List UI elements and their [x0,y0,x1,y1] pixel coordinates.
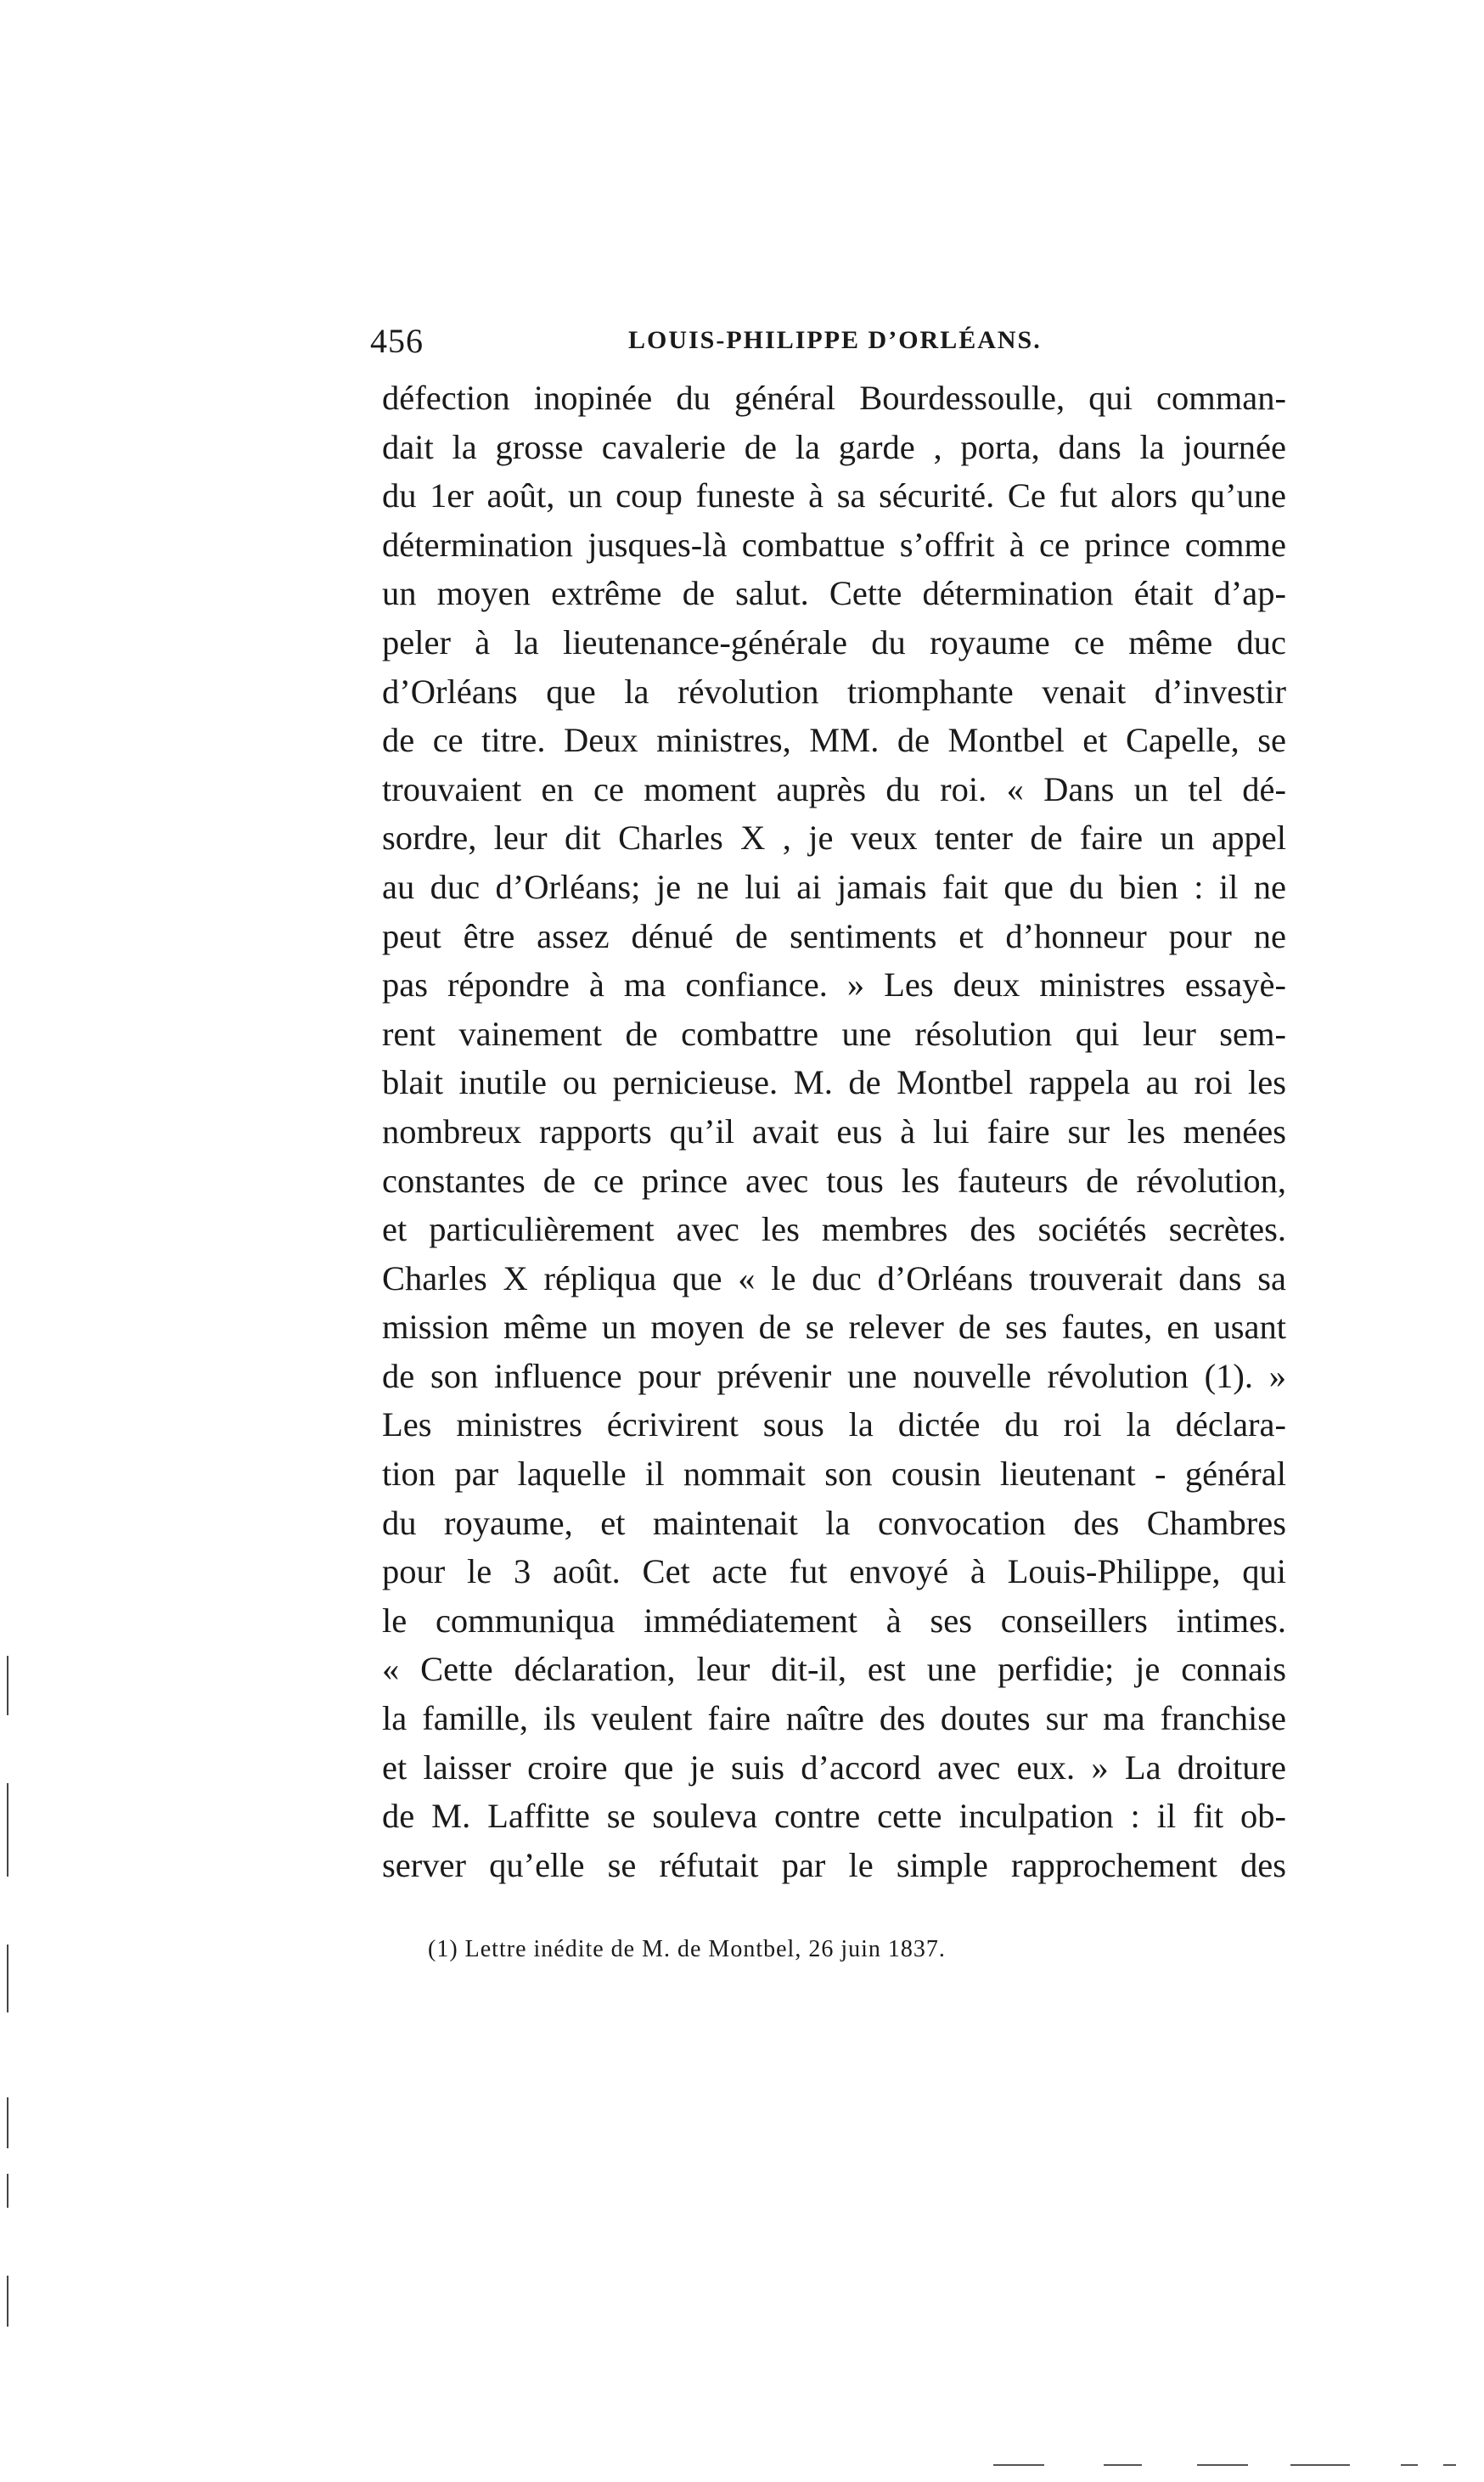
footnote: (1) Lettre inédite de M. de Montbel, 26 juin 1837. [428,1936,946,1962]
text-line: pas répondre à ma confiance. » Les deux ministres essayè- [382,965,1286,1005]
scan-mark [7,2097,8,2148]
scan-mark [7,2174,8,2208]
text-line: trouvaient en ce moment auprès du roi. « Dans un tel dé- [382,769,1286,808]
scan-mark [1104,2464,1142,2466]
text-line: du 1er août, un coup funeste à sa sécurité. Ce fut alors qu’une [382,476,1286,515]
text-line: la famille, ils veulent faire naître des doutes sur ma franchise [382,1699,1286,1738]
running-head [370,321,1304,365]
page-number: 456 [370,322,424,360]
scan-mark [7,1656,8,1715]
text-line: de ce titre. Deux ministres, MM. de Montbel et Capelle, se [382,721,1286,760]
text-line: tion par laquelle il nommait son cousin lieutenant - général [382,1455,1286,1494]
scan-mark [1290,2464,1350,2466]
text-line: constantes de ce prince avec tous les fauteurs de révolution, [382,1161,1286,1200]
text-line: rent vainement de combattre une résolution qui leur sem- [382,1014,1286,1053]
scan-mark [7,2276,8,2327]
text-line: server qu’elle se réfutait par le simple rapprochement des [382,1845,1286,1884]
running-title: LOUIS-PHILIPPE D’ORLÉANS. [628,326,1042,354]
scan-mark [993,2464,1044,2466]
scan-mark [7,1783,8,1877]
scan-mark [1401,2464,1418,2466]
body-text [382,374,1286,1889]
text-line: et laisser croire que je suis d’accord avec eux. » La droiture [382,1748,1286,1787]
text-line: détermination jusques-là combattue s’offrit à ce prince comme [382,525,1286,564]
text-line: le communiqua immédiatement à ses conseillers intimes. [382,1601,1286,1640]
text-line: peut être assez dénué de sentiments et d’honneur pour ne [382,916,1286,955]
text-line: d’Orléans que la révolution triomphante venait d’investir [382,672,1286,711]
text-line: Les ministres écrivirent sous la dictée du roi la déclara- [382,1405,1286,1444]
text-line: au duc d’Orléans; je ne lui ai jamais fait que du bien : il ne [382,867,1286,906]
text-line: du royaume, et maintenait la convocation des Chambres [382,1503,1286,1542]
text-line: un moyen extrême de salut. Cette détermination était d’ap- [382,574,1286,613]
text-line: nombreux rapports qu’il avait eus à lui faire sur les menées [382,1112,1286,1151]
text-line: peler à la lieutenance-générale du royaume ce même duc [382,622,1286,661]
text-line: Charles X répliqua que « le duc d’Orléans trouverait dans sa [382,1258,1286,1297]
text-line: défection inopinée du général Bourdessoulle, qui comman- [382,379,1286,417]
text-line: blait inutile ou pernicieuse. M. de Montbel rappela au roi les [382,1063,1286,1102]
text-line: et particulièrement avec les membres des sociétés secrètes. [382,1210,1286,1249]
text-line: mission même un moyen de se relever de ses fautes, en usant [382,1308,1286,1347]
text-line: de son influence pour prévenir une nouvelle révolution (1). » [382,1356,1286,1395]
scan-mark [7,1945,8,2012]
scan-mark [1443,2464,1456,2466]
scan-mark [1197,2464,1248,2466]
text-line: pour le 3 août. Cet acte fut envoyé à Louis-Philippe, qui [382,1552,1286,1591]
text-line: « Cette déclaration, leur dit-il, est une perfidie; je connais [382,1650,1286,1689]
text-line: dait la grosse cavalerie de la garde , porta, dans la journée [382,427,1286,466]
text-line: sordre, leur dit Charles X , je veux tenter de faire un appel [382,819,1286,858]
text-line: de M. Laffitte se souleva contre cette inculpation : il fit ob- [382,1797,1286,1836]
